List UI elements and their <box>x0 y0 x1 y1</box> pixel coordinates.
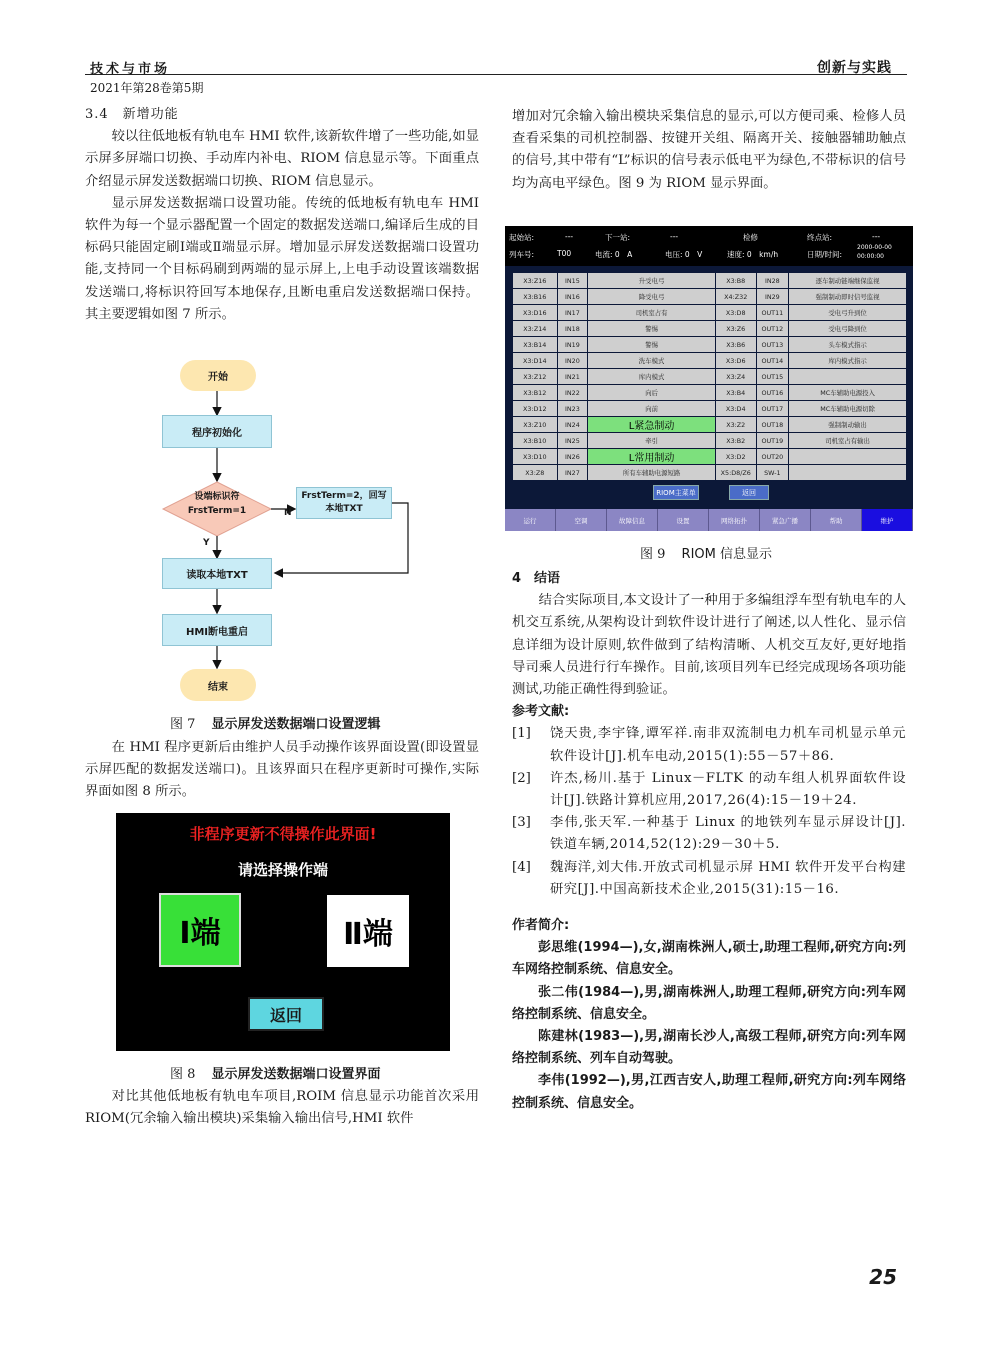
date-label: 日期/时间: <box>807 250 843 259</box>
train-number-label: 列车号: <box>509 250 535 259</box>
left-column-bottom <box>85 1086 479 1130</box>
right-column-bottom <box>512 568 906 1115</box>
table-cell: IN27 <box>558 465 588 480</box>
section-title: 3.4 新增功能 <box>85 107 179 122</box>
paragraph: 增加对冗余输入输出模块采集信息的显示,可以方便司乘、检修人员查看采集的司机控制器、按键开关组、隔离开关、接触器辅助触点的信号,其中带有“L”标识的信号表示低电平为绿色,不带标识的信号均为高电平绿色。图 9 为 RIOM 显示界面。 <box>512 109 906 191</box>
table-cell: L常用制动 <box>588 449 715 464</box>
table-cell: IN29 <box>757 289 789 304</box>
end-station-label: 终点站: <box>807 233 833 242</box>
reference-number: [2] <box>512 770 531 786</box>
time-value: 00:00:00 <box>857 253 884 260</box>
start-station-value: --- <box>565 232 574 241</box>
flow-write-line2: 本地TXT <box>325 504 363 514</box>
reference-text: 许杰,杨川.基于 Linux－FLTK 的动车组人机界面软件设计[J].铁路计算机应用,2017,26(4):15－19＋24. <box>550 770 906 809</box>
flow-restart: HMI断电重启 <box>162 614 272 646</box>
paragraph: 显示屏发送数据端口设置功能。传统的低地板有轨电车 HMI 软件为每一个显示器配置一个固定的数据发送端口,编译后生成的目标码只能固定刷Ⅰ端或Ⅱ端显示屏。增加显示屏发送数据端口设置功能,支持同一个目标码刷到两端的显示屏上,上电手动设置该端数据发送端口,将标识符回写本地保存,且断电重启发送数据端口保持。其主要逻辑如图 7 所示。 <box>85 195 479 322</box>
table-row <box>513 337 907 352</box>
fig9-text: RIOM 信息显示 <box>681 547 772 562</box>
table-row <box>513 289 907 304</box>
refs-title: 参考文献: <box>512 704 570 720</box>
flow-read-txt: 读取本地TXT <box>162 558 272 589</box>
table-cell: X3:B6 <box>716 337 756 352</box>
table-cell: IN17 <box>558 305 588 320</box>
table-cell: OUT14 <box>757 353 789 368</box>
riom-nav-bar <box>505 509 913 531</box>
issue-info: 2021年第28卷第5期 <box>90 81 204 95</box>
table-cell: 司机室占有输出 <box>789 433 906 448</box>
table-row <box>513 401 907 416</box>
table-cell: IN18 <box>558 321 588 336</box>
table-cell: IN24 <box>558 417 588 432</box>
table-cell: 升受电弓 <box>588 273 715 288</box>
flow-decision-line2: FrstTerm=1 <box>187 506 247 516</box>
table-cell: 强制制动输出 <box>789 417 906 432</box>
table-cell <box>789 449 906 464</box>
table-cell: IN19 <box>558 337 588 352</box>
table-cell <box>789 465 906 480</box>
table-cell: X3:B12 <box>513 385 557 400</box>
table-cell: X3:Z4 <box>716 369 756 384</box>
reference-item <box>512 812 906 856</box>
flowchart <box>150 358 450 703</box>
table-cell: 警惕 <box>588 337 715 352</box>
nav-tab[interactable]: 故障信息 <box>607 509 658 531</box>
table-cell: X3:Z10 <box>513 417 557 432</box>
flow-write-line1: FrstTerm=2，回写 <box>301 491 387 501</box>
nav-tab[interactable]: 紧急广播 <box>760 509 811 531</box>
fig7-num: 图 7 <box>170 717 196 732</box>
start-station-label: 起始站: <box>509 233 535 242</box>
port-setting-screen <box>116 813 450 1051</box>
table-cell: OUT20 <box>757 449 789 464</box>
flow-yes-label: Y <box>203 538 210 548</box>
table-cell: IN28 <box>757 273 789 288</box>
fig7-caption <box>170 713 381 732</box>
nav-tab[interactable]: 设置 <box>658 509 709 531</box>
riom-main-menu-button[interactable]: RIOM主菜单 <box>653 485 699 500</box>
nav-tab[interactable]: 网络拓扑 <box>709 509 760 531</box>
table-row <box>513 321 907 336</box>
paragraph: 在 HMI 程序更新后由维护人员手动操作该界面设置(即设置显示屏匹配的数据发送端口)。且该界面只在程序更新时可操作,实际界面如图 8 所示。 <box>85 740 479 800</box>
table-cell: X3:B2 <box>716 433 756 448</box>
table-cell: 强制制动即时信号监视 <box>789 289 906 304</box>
next-station-value: --- <box>670 232 679 241</box>
mode-value: 检修 <box>743 233 758 242</box>
table-cell: OUT13 <box>757 337 789 352</box>
fig8-num: 图 8 <box>170 1067 196 1082</box>
table-cell: IN26 <box>558 449 588 464</box>
reference-text: 魏海洋,刘大伟.开放式司机显示屏 HMI 软件开发平台构建研究[J].中国高新技术企业,2015(31):15－16. <box>550 859 906 897</box>
end2-button[interactable]: Ⅱ端 <box>327 895 409 967</box>
end1-button[interactable]: Ⅰ端 <box>159 893 241 967</box>
nav-tab[interactable]: 帮助 <box>811 509 862 531</box>
table-row <box>513 465 907 480</box>
riom-screen <box>505 226 913 531</box>
author-bio: 陈建林(1983—),男,湖南长沙人,高级工程师,研究方向:列车网络控制系统、列车自动驾驶。 <box>512 1029 906 1067</box>
table-cell: X3:D8 <box>716 305 756 320</box>
table-cell: X3:Z2 <box>716 417 756 432</box>
table-cell: X3:D14 <box>513 353 557 368</box>
table-cell <box>789 369 906 384</box>
table-row <box>513 273 907 288</box>
date-value: 2000-00-00 <box>857 244 892 251</box>
table-cell: OUT18 <box>757 417 789 432</box>
table-row <box>513 449 907 464</box>
reference-list <box>512 723 906 901</box>
paragraph: 结合实际项目,本文设计了一种用于多编组浮车型有轨电车的人机交互系统,从架构设计到软件设计进行了阐述,以人性化、显示信息详细为设计原则,软件做到了结构清晰、人机交互友好,更好地指导司乘人员进行行车操作。目前,该项目列车已经完成现场各项功能测试,功能正确性得到验证。 <box>512 593 906 698</box>
nav-tab[interactable]: 运行 <box>505 509 556 531</box>
table-cell: X3:B8 <box>716 273 756 288</box>
reference-text: 饶天贵,李宇锋,谭军祥.南非双流制电力机车司机显示单元软件设计[J].机车电动,2015(1):55－57＋86. <box>550 726 906 764</box>
table-cell: IN21 <box>558 369 588 384</box>
left-column-mid <box>85 737 479 804</box>
end-station-value: --- <box>872 232 881 241</box>
table-cell: X3:B10 <box>513 433 557 448</box>
table-cell: X3:B14 <box>513 337 557 352</box>
table-cell: IN16 <box>558 289 588 304</box>
prompt-text: 请选择操作端 <box>237 861 328 879</box>
nav-tab[interactable]: 维护 <box>862 509 913 531</box>
table-cell: SW-1 <box>757 465 789 480</box>
table-row <box>513 385 907 400</box>
table-cell: X3:D2 <box>716 449 756 464</box>
table-cell: X3:D10 <box>513 449 557 464</box>
table-cell: MC车辅助电源切除 <box>789 401 906 416</box>
flow-decision <box>162 490 272 518</box>
page-number: 25 <box>869 1265 897 1289</box>
table-cell: X5:D8/Z6 <box>716 465 756 480</box>
authors-title: 作者简介: <box>512 918 570 934</box>
table-cell: X3:D12 <box>513 401 557 416</box>
table-cell: IN22 <box>558 385 588 400</box>
riom-status-bar <box>505 226 913 266</box>
table-cell: 库内模式指示 <box>789 353 906 368</box>
table-cell: X3:B4 <box>716 385 756 400</box>
flow-no-label: N <box>284 508 292 518</box>
flow-end: 结束 <box>180 669 256 701</box>
reference-number: [1] <box>512 726 531 742</box>
table-cell: 头车模式指示 <box>789 337 906 352</box>
table-cell: OUT17 <box>757 401 789 416</box>
voltage-value: 电压: 0 V <box>665 250 703 259</box>
table-cell: X3:Z6 <box>716 321 756 336</box>
table-cell: 司机室占有 <box>588 305 715 320</box>
author-bio: 彭思维(1994—),女,湖南株洲人,硕士,助理工程师,研究方向:列车网络控制系统、信息安全。 <box>512 940 906 978</box>
riom-signal-table <box>513 273 907 481</box>
table-cell: 牵引 <box>588 433 715 448</box>
table-cell: OUT11 <box>757 305 789 320</box>
fig8-text: 显示屏发送数据端口设置界面 <box>211 1067 381 1082</box>
left-column-top <box>85 104 479 326</box>
table-cell: IN15 <box>558 273 588 288</box>
section4-title: 4 结语 <box>512 571 561 586</box>
paragraph: 较以往低地板有轨电车 HMI 软件,该新软件增了一些功能,如显示屏多屏端口切换、手动库内补电、RIOM 信息显示等。下面重点介绍显示屏发送数据端口切换、RIOM 信息显示。 <box>85 129 479 189</box>
table-cell: L紧急制动 <box>588 417 715 432</box>
header-rule <box>85 74 907 75</box>
table-cell: X3:D6 <box>716 353 756 368</box>
nav-tab[interactable]: 空调 <box>556 509 607 531</box>
reference-item <box>512 723 906 767</box>
flowchart-arrows <box>150 358 450 703</box>
flow-write-txt <box>296 487 392 519</box>
section-name: 创新与实践 <box>817 60 892 76</box>
table-cell: X3:D16 <box>513 305 557 320</box>
table-row <box>513 369 907 384</box>
fig9-caption <box>640 543 772 562</box>
table-cell: IN20 <box>558 353 588 368</box>
train-number-value: T00 <box>557 249 572 258</box>
reference-item <box>512 857 906 901</box>
warning-text: 非程序更新不得操作此界面! <box>189 825 377 843</box>
table-cell: 逐车制动链端继保监视 <box>789 273 906 288</box>
speed-value: 速度: 0 km/h <box>727 250 779 259</box>
riom-back-button[interactable]: 返回 <box>729 485 769 500</box>
reference-text: 李伟,张天军.一种基于 Linux 的地铁列车显示屏设计[J].铁道车辆,2014,52(12):29－30＋5. <box>550 815 906 853</box>
table-cell: X3:Z8 <box>513 465 557 480</box>
table-cell: 向后 <box>588 385 715 400</box>
table-cell: OUT12 <box>757 321 789 336</box>
reference-number: [3] <box>512 815 531 831</box>
table-cell: 警惕 <box>588 321 715 336</box>
table-cell: 向前 <box>588 401 715 416</box>
table-cell: OUT16 <box>757 385 789 400</box>
table-cell: 降受电弓 <box>588 289 715 304</box>
table-row <box>513 353 907 368</box>
table-cell: 所有车辅助电源短路 <box>588 465 715 480</box>
table-cell: OUT15 <box>757 369 789 384</box>
table-cell: X3:Z12 <box>513 369 557 384</box>
table-cell: 洗车模式 <box>588 353 715 368</box>
journal-name: 技术与市场 <box>90 62 171 77</box>
paragraph: 对比其他低地板有轨电车项目,ROIM 信息显示功能首次采用 RIOM(冗余输入输出模块)采集输入输出信号,HMI 软件 <box>85 1089 479 1127</box>
table-cell: 受电弓降到位 <box>789 321 906 336</box>
flow-start: 开始 <box>180 360 256 391</box>
author-list <box>512 937 906 1115</box>
table-row <box>513 417 907 432</box>
next-station-label: 下一站: <box>605 233 631 242</box>
fig9-num: 图 9 <box>640 547 666 562</box>
table-cell: 受电弓升到位 <box>789 305 906 320</box>
table-cell: MC车辅助电源投入 <box>789 385 906 400</box>
table-cell: IN23 <box>558 401 588 416</box>
fig8-caption <box>170 1063 381 1082</box>
table-row <box>513 305 907 320</box>
table-cell: X4:Z32 <box>716 289 756 304</box>
back-button[interactable]: 返回 <box>248 997 324 1031</box>
table-cell: X3:B16 <box>513 289 557 304</box>
reference-number: [4] <box>512 859 531 875</box>
table-cell: 库内模式 <box>588 369 715 384</box>
table-row <box>513 433 907 448</box>
right-column-top <box>512 106 906 195</box>
reference-item <box>512 768 906 812</box>
current-value: 电流: 0 A <box>595 250 633 259</box>
table-cell: X3:Z14 <box>513 321 557 336</box>
fig7-text: 显示屏发送数据端口设置逻辑 <box>211 717 381 732</box>
table-cell: OUT19 <box>757 433 789 448</box>
author-bio: 李伟(1992—),男,江西吉安人,助理工程师,研究方向:列车网络控制系统、信息安全。 <box>512 1073 906 1111</box>
flow-init: 程序初始化 <box>162 415 272 448</box>
table-cell: X3:D4 <box>716 401 756 416</box>
table-cell: X3:Z16 <box>513 273 557 288</box>
flow-decision-line1: 设端标识符 <box>194 492 240 502</box>
author-bio: 张二伟(1984—),男,湖南株洲人,助理工程师,研究方向:列车网络控制系统、信息安全。 <box>512 984 906 1022</box>
table-cell: IN25 <box>558 433 588 448</box>
